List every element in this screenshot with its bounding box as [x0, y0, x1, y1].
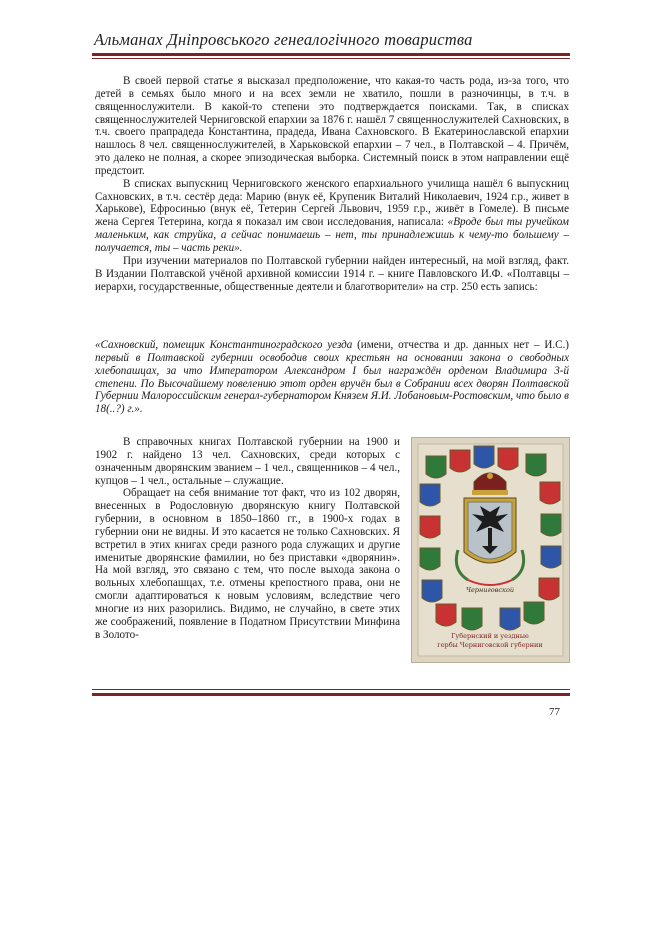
footer-rule — [92, 693, 570, 696]
archive-quote — [95, 339, 569, 416]
coats-of-arms-image — [411, 437, 570, 663]
header-rule — [92, 53, 570, 56]
central-shield-icon — [464, 498, 516, 563]
paragraph — [95, 178, 569, 255]
figure-caption-2: гербы Черниговской губернии — [437, 641, 543, 649]
page-header-title: Альманах Дніпровського генеалогічного товариства — [94, 30, 473, 49]
paragraph: Обращает на себя внимание тот факт, что из 102 дворян, внесенных в Родословную дворянскую книгу Полтавской губернии, в основном в 1850–1860 гг., в 1900-х годах в губернии они не видны. И это касается не только Сахновских. Я встретил в этих книгах среди разного рода служащих и другие именитые дворянские фамилии, но без приставки «дворянин». На мой взгляд, это связано с тем, что после выхода закона о вольных хлебопашцах, т.е. отмены крепостного права, они не смогли адаптироваться к новым условиям, вследствие чего многие из них разорились. Видимо, не случайно, в свете этих же соображений, появление в Податном Присутствии Минфина в Золото- — [95, 487, 400, 641]
page-number: 77 — [549, 706, 560, 718]
figure-caption-1: Губернский и уездные — [451, 632, 529, 640]
coats-of-arms-illustration — [412, 438, 569, 662]
quote-italic-1: «Сахновский, помещик Константиноградского уезда — [95, 339, 353, 351]
quote-italic-2: первый в Полтавской губернии освободив своих крестьян на основании закона о свободных хлебопашцах, за что Императором Александром I был награждён орденом Владимира 3-й степени. По Высочайшему повелению этот орден вручён был в Собрании всех дворян Полтавской Губернии Малороссийским генерал-губернатором Князем Я.И. Лобановым-Ростовским, что было в 18(..?) г.». — [95, 351, 569, 416]
main-text — [95, 75, 569, 293]
paragraph-text: В списках выпускниц Черниговского женского епархиального училища нашёл 6 выпускниц Сахновских, в т.ч. сестёр деда: Марию (внук её, Крупеник Виталий Николаевич, 1924 г.р., живет в Харькове), Ефросинью (внук её, Тетерин Сергей Львович, 1959 г.р., живёт в Гомеле). В письме жена Сергея Тетерина, когда я показал им свои исследования, написала: — [95, 177, 569, 229]
paragraph: При изучении материалов по Полтавской губернии найден интересный, на мой взгляд, факт. В Издании Полтавской учёной архивной комиссии 1914 г. – книге Павловского И.Ф. «Полтавцы – иерархи, государственные, общественные деятели и благотворители» на стр. 250 есть запись: — [95, 254, 569, 293]
header-rule-thin — [92, 58, 570, 59]
letter-quote: «Вроде был ты ручейком маленьким, как струйка, а сейчас понимаешь – нет, ты принадлежишь к чему-то большему – получается, ты – часть реки». — [95, 216, 569, 254]
figure-center-label: Черниговской — [465, 586, 515, 594]
paragraph: В справочных книгах Полтавской губернии на 1900 и 1902 г. найдено 13 чел. Сахновских, среди которых с означенным дворянским званием – 1 чел., священников – 4 чел., купцов – 1 чел., остальные – служащие. — [95, 436, 400, 487]
footer-rule-thin — [92, 689, 570, 690]
left-column-text — [95, 436, 400, 642]
paragraph: В своей первой статье я высказал предположение, что какая-то часть рода, из-за того, что детей в семьях было много и на всех земли не хватило, пошли в разночинцы, в т.ч. в священнослужители. В какой-то степени это подтверждается поисками. Так, в списках священнослужителей Черниговской епархии за 1876 г. нашёл 7 священнослужителей Сахновских, в т.ч. своего прапрадеда Константина, прадеда, Ивана Сахновского. В Екатеринославской епархии нашлось 8 чел. священнослужителей, в Харьковской епархии – 7 чел., в Полтавской – 4. Причём, это далеко не полная, а скорее эпизодическая выборка. Системный поиск в этом направлении ещё предстоит. — [95, 75, 569, 177]
quote-note: (имени, отчества и др. данных нет – И.С.) — [352, 339, 569, 351]
